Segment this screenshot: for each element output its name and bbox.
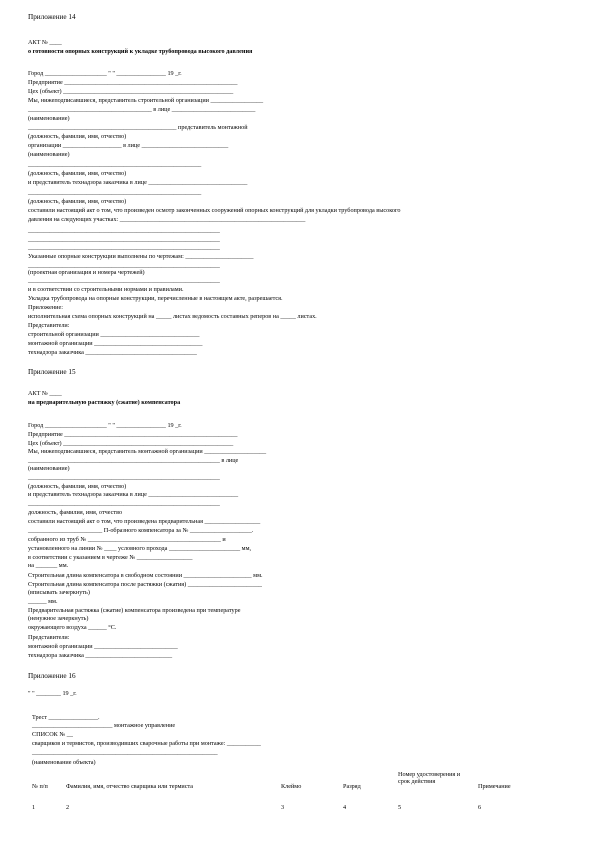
doc-line: давления на следующих участках: ____________________________________________________________	[28, 216, 306, 223]
doc-line: Представители:	[28, 634, 70, 641]
doc-line: (наименование)	[28, 465, 70, 472]
doc-line: ________________________ П-образного компенсатора за № ____________________.	[28, 527, 254, 534]
table-col-number: 6	[478, 804, 482, 811]
doc-line: организации ___________________ в лице ____________________________	[28, 142, 229, 149]
doc-line: Мы, нижеподписавшиеся, представитель строительной организации _________________	[28, 97, 264, 104]
doc-line: на _______ мм.	[28, 562, 69, 569]
doc-line: Трест ________________.	[32, 714, 100, 721]
doc-line: технадзора заказчика ____________________________________	[28, 349, 197, 356]
doc-line: Предприятие ________________________________________________________	[28, 431, 238, 438]
table-header-certificate: Номер удостоверения и срок действия	[398, 771, 461, 785]
doc-line: (должность, фамилия, имя, отчество)	[28, 198, 127, 205]
doc-line: ______________________________________________________________	[28, 262, 220, 269]
doc-line: исполнительная схема опорных конструкций на _____ листах ведомость составных реперов на _____ листах.	[28, 313, 317, 320]
doc-line: Город ____________________ " " ________________ 19 _г.	[28, 422, 182, 429]
doc-line: ________________________________________________ представитель монтажной	[28, 124, 248, 131]
doc-line: Приложение:	[28, 304, 63, 311]
doc-line: ________________________________________ в лице ___________________________	[28, 106, 256, 113]
doc-line: технадзора заказчика ____________________________	[28, 652, 173, 659]
doc-line: (наименование)	[28, 115, 70, 122]
act-14-number: АКТ № ____	[28, 39, 62, 46]
doc-line: ________________________________________________________	[28, 189, 202, 196]
doc-line: (должность, фамилия, имя, отчество)	[28, 133, 127, 140]
act-14-title: о готовности опорных конструкций к укладке трубопровода высокого давления	[28, 48, 253, 55]
doc-line: Укладка трубопровода на опорные конструкции, перечисленные в настоящем акте, разрешается.	[28, 295, 283, 302]
appendix-16-date: " " ________ 19 _г.	[28, 690, 77, 697]
doc-line: собранного из труб № ___________________________________________ и	[28, 536, 226, 543]
table-col-number: 5	[398, 804, 402, 811]
doc-line: и в соответствии со строительными нормами и правилами.	[28, 286, 184, 293]
doc-line: __________________________ монтажное управление	[32, 722, 176, 729]
doc-line: составили настоящий акт о том, что произведена предварительная __________________	[28, 518, 261, 525]
doc-line: (вписывать зачеркнуть)	[28, 589, 90, 596]
appendix-16-heading: Приложение 16	[28, 672, 76, 680]
doc-line: (должность, фамилия, имя, отчество)	[28, 170, 127, 177]
doc-line: составили настоящий акт о том, что произведен осмотр законченных сооружений опорных конструкций для укладки трубопровода высокого	[28, 207, 401, 214]
doc-line: окружающего воздуха ______ °С.	[28, 624, 117, 631]
doc-line: и представитель технадзора заказчика в лице ________________________________	[28, 179, 248, 186]
table-header-stamp: Клеймо	[281, 783, 302, 790]
doc-line: (ненужное зачеркнуть)	[28, 615, 89, 622]
doc-line: ____________________________________________________________	[32, 749, 218, 756]
doc-line: (должность, фамилия, имя, отчество)	[28, 483, 127, 490]
doc-line: ______________________________________________________________	[28, 244, 220, 251]
doc-line: ________________________________________________________	[28, 161, 202, 168]
doc-line: установленного на линии № ____ условного прохода _______________________ мм,	[28, 545, 252, 552]
table-col-number: 3	[281, 804, 285, 811]
doc-line: и представитель технадзора заказчика в лице _____________________________	[28, 491, 239, 498]
table-header-number: № п/п	[32, 783, 48, 790]
doc-line: ______________________________________________________________	[28, 474, 220, 481]
table-header-name: Фамилия, имя, отчество сварщика или термиста	[66, 783, 193, 790]
doc-line: Представители:	[28, 322, 70, 329]
appendix-14-heading: Приложение 14	[28, 13, 76, 21]
table-header-note: Примечание	[478, 783, 511, 790]
doc-line: монтажной организации ___________________________________	[28, 340, 203, 347]
doc-line: ______________________________________________________________	[28, 236, 220, 243]
doc-line: Указанные опорные конструкции выполнены по чертежам: ______________________	[28, 253, 254, 260]
doc-line: ______ мм.	[28, 598, 58, 605]
doc-line: (проектная организация и номера чертежей)	[28, 269, 145, 276]
doc-line: Предприятие ________________________________________________________	[28, 79, 238, 86]
doc-line: сварщиков и термистов, производивших сварочные работы при монтаже: ___________	[32, 740, 261, 747]
act-15-number: АКТ № ____	[28, 390, 62, 397]
doc-line: ______________________________________________________________ в лице	[28, 457, 239, 464]
doc-line: в соответствии с указанием в чертеже № __________________	[28, 554, 193, 561]
doc-line: Город ____________________ " " ________________ 19 _г.	[28, 70, 182, 77]
doc-line: СПИСОК № __	[32, 731, 73, 738]
doc-line: строительной организации ________________________________	[28, 331, 200, 338]
doc-line: ______________________________________________________________	[28, 277, 220, 284]
doc-line: ______________________________________________________________	[28, 500, 220, 507]
doc-line: Цех (объект) _______________________________________________________	[28, 440, 234, 447]
doc-line: Цех (объект) _______________________________________________________	[28, 88, 234, 95]
doc-line: Предварительная растяжка (сжатие) компенсатора произведена при температуре	[28, 607, 241, 614]
act-15-title: на предварительную растяжку (сжатие) компенсатора	[28, 399, 181, 406]
doc-line: Мы, нижеподписавшиеся, представитель монтажной организации ____________________	[28, 448, 267, 455]
doc-line: (наименование)	[28, 151, 70, 158]
table-col-number: 4	[343, 804, 347, 811]
table-col-number: 1	[32, 804, 36, 811]
doc-line: (наименование объекта)	[32, 759, 96, 766]
doc-line: ______________________________________________________________	[28, 227, 220, 234]
table-col-number: 2	[66, 804, 70, 811]
appendix-15-heading: Приложение 15	[28, 368, 76, 376]
doc-line: должность, фамилия, имя, отчество	[28, 509, 123, 516]
table-header-grade: Разряд	[343, 783, 361, 790]
doc-line: монтажной организации ___________________________	[28, 643, 178, 650]
doc-line: Строительная длина компенсатора после растяжки (сжатия) ________________________	[28, 581, 263, 588]
doc-line: Строительная длина компенсатора в свободном состоянии ______________________ мм.	[28, 572, 263, 579]
